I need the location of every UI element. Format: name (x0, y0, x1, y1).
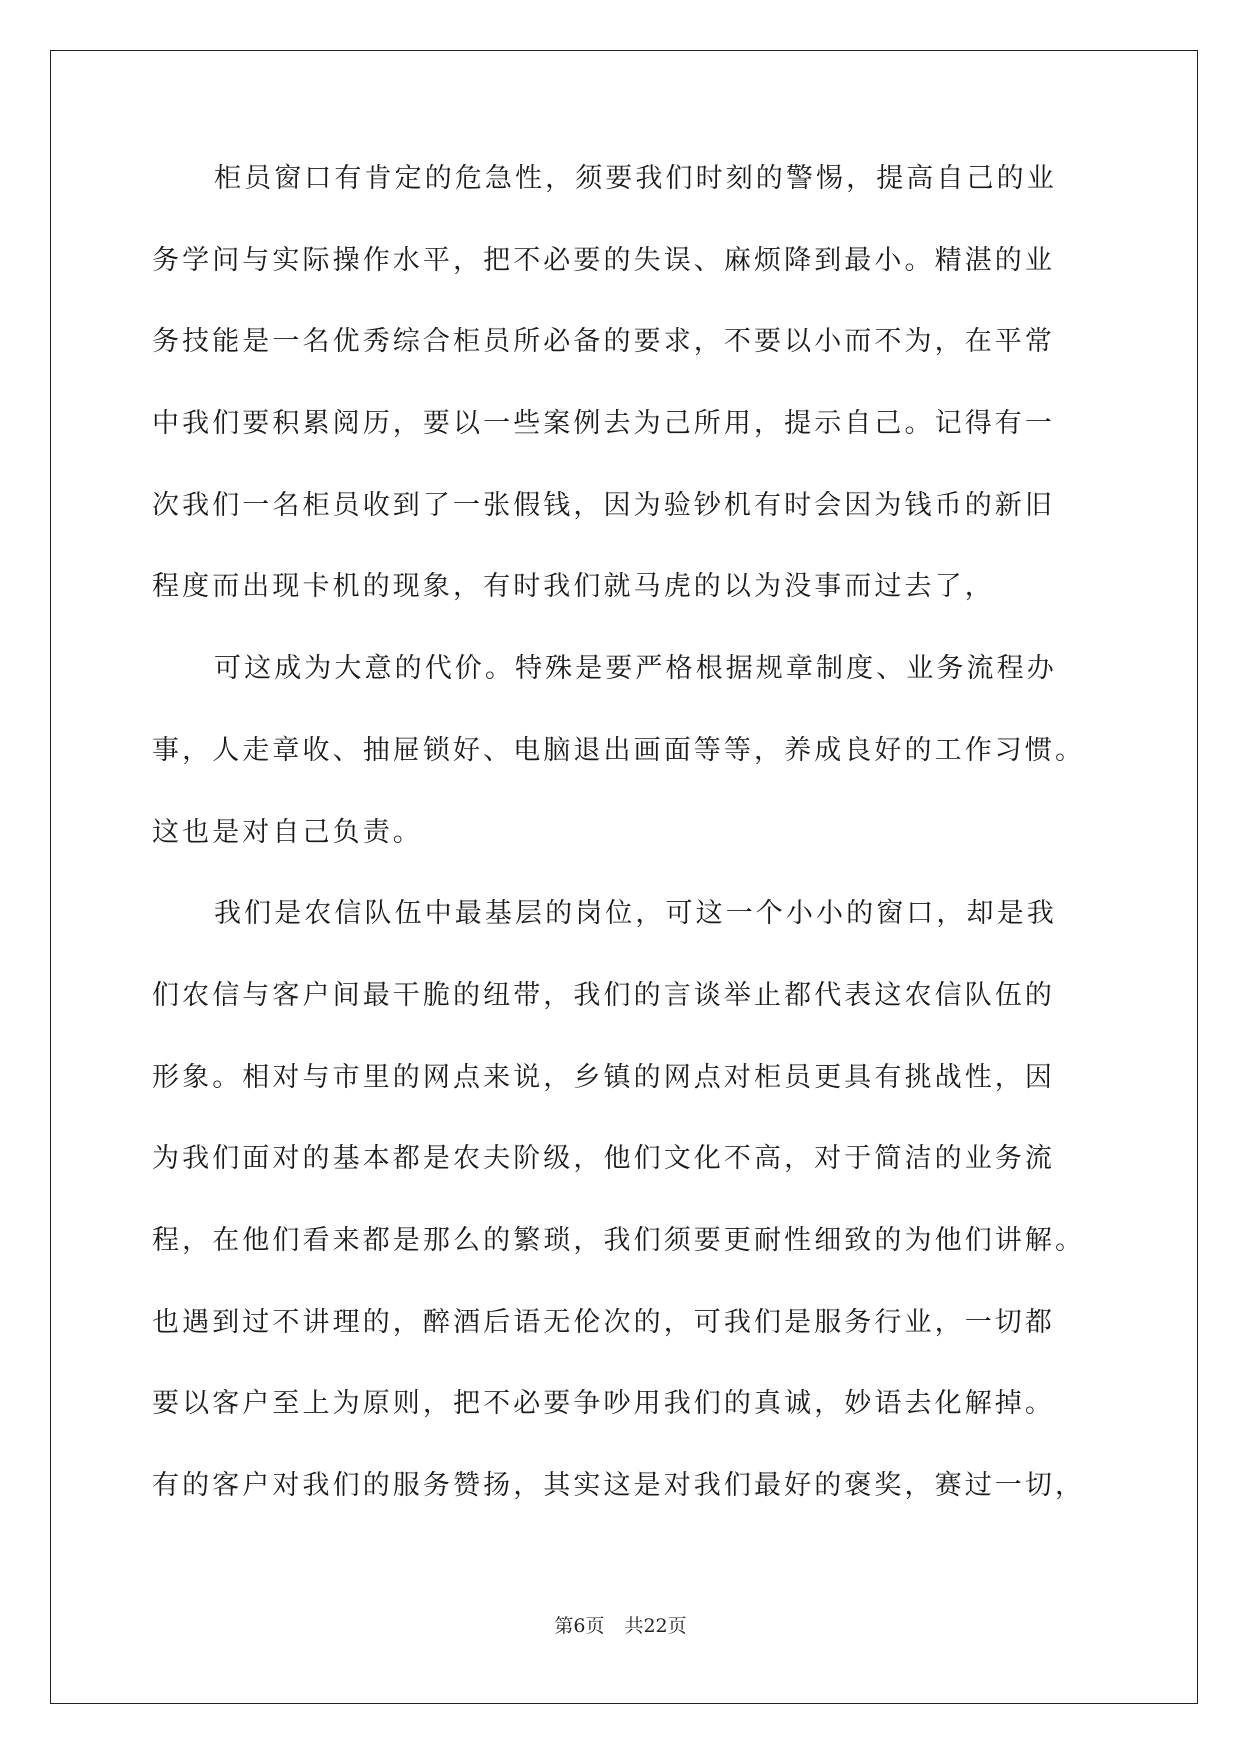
document-body (152, 157, 1092, 1546)
text-line: 也遇到过不讲理的，醉酒后语无伦次的，可我们是服务行业，一切都 (152, 1306, 1055, 1338)
text-line: 务学问与实际操作水平，把不必要的失误、麻烦降到最小。精湛的业 (152, 244, 1055, 276)
text-line: 为我们面对的基本都是农夫阶级，他们文化不高，对于简洁的业务流 (152, 1143, 1055, 1175)
text-line: 柜员窗口有肯定的危急性，须要我们时刻的警惕，提高自己的业 (214, 163, 1057, 194)
text-line: 有的客户对我们的服务赞扬，其实这是对我们最好的褒奖，赛过一切， (152, 1470, 1086, 1501)
text-line: 我们是农信队伍中最基层的岗位，可这一个小小的窗口，却是我 (214, 898, 1057, 930)
text-line: 可这成为大意的代价。特殊是要严格根据规章制度、业务流程办 (214, 653, 1057, 685)
text-line: 程，在他们看来都是那么的繁琐，我们须要更耐性细致的为他们讲解。 (152, 1224, 1086, 1256)
text-line: 要以客户至上为原则，把不必要争吵用我们的真诚，妙语去化解掉。 (152, 1388, 1055, 1420)
text-line: 这也是对自己负责。 (152, 816, 423, 848)
text-line: 事，人走章收、抽屉锁好、电脑退出画面等等，养成良好的工作习惯。 (152, 734, 1086, 766)
text-line: 次我们一名柜员收到了一张假钱，因为验钞机有时会因为钱币的新旧 (152, 489, 1055, 521)
text-line: 们农信与客户间最干脆的纽带，我们的言谈举止都代表这农信队伍的 (152, 979, 1055, 1011)
text-line: 中我们要积累阅历，要以一些案例去为己所用，提示自己。记得有一 (152, 408, 1055, 440)
page-number-current: 第6页 (554, 1615, 605, 1637)
text-line: 务技能是一名优秀综合柜员所必备的要求，不要以小而不为，在平常 (152, 326, 1055, 358)
page-number-total: 共22页 (624, 1615, 687, 1637)
text-line: 形象。相对与市里的网点来说，乡镇的网点对柜员更具有挑战性，因 (152, 1061, 1055, 1093)
text-line: 程度而出现卡机的现象，有时我们就马虎的以为没事而过去了， (152, 571, 995, 603)
page-footer (0, 1611, 1241, 1638)
